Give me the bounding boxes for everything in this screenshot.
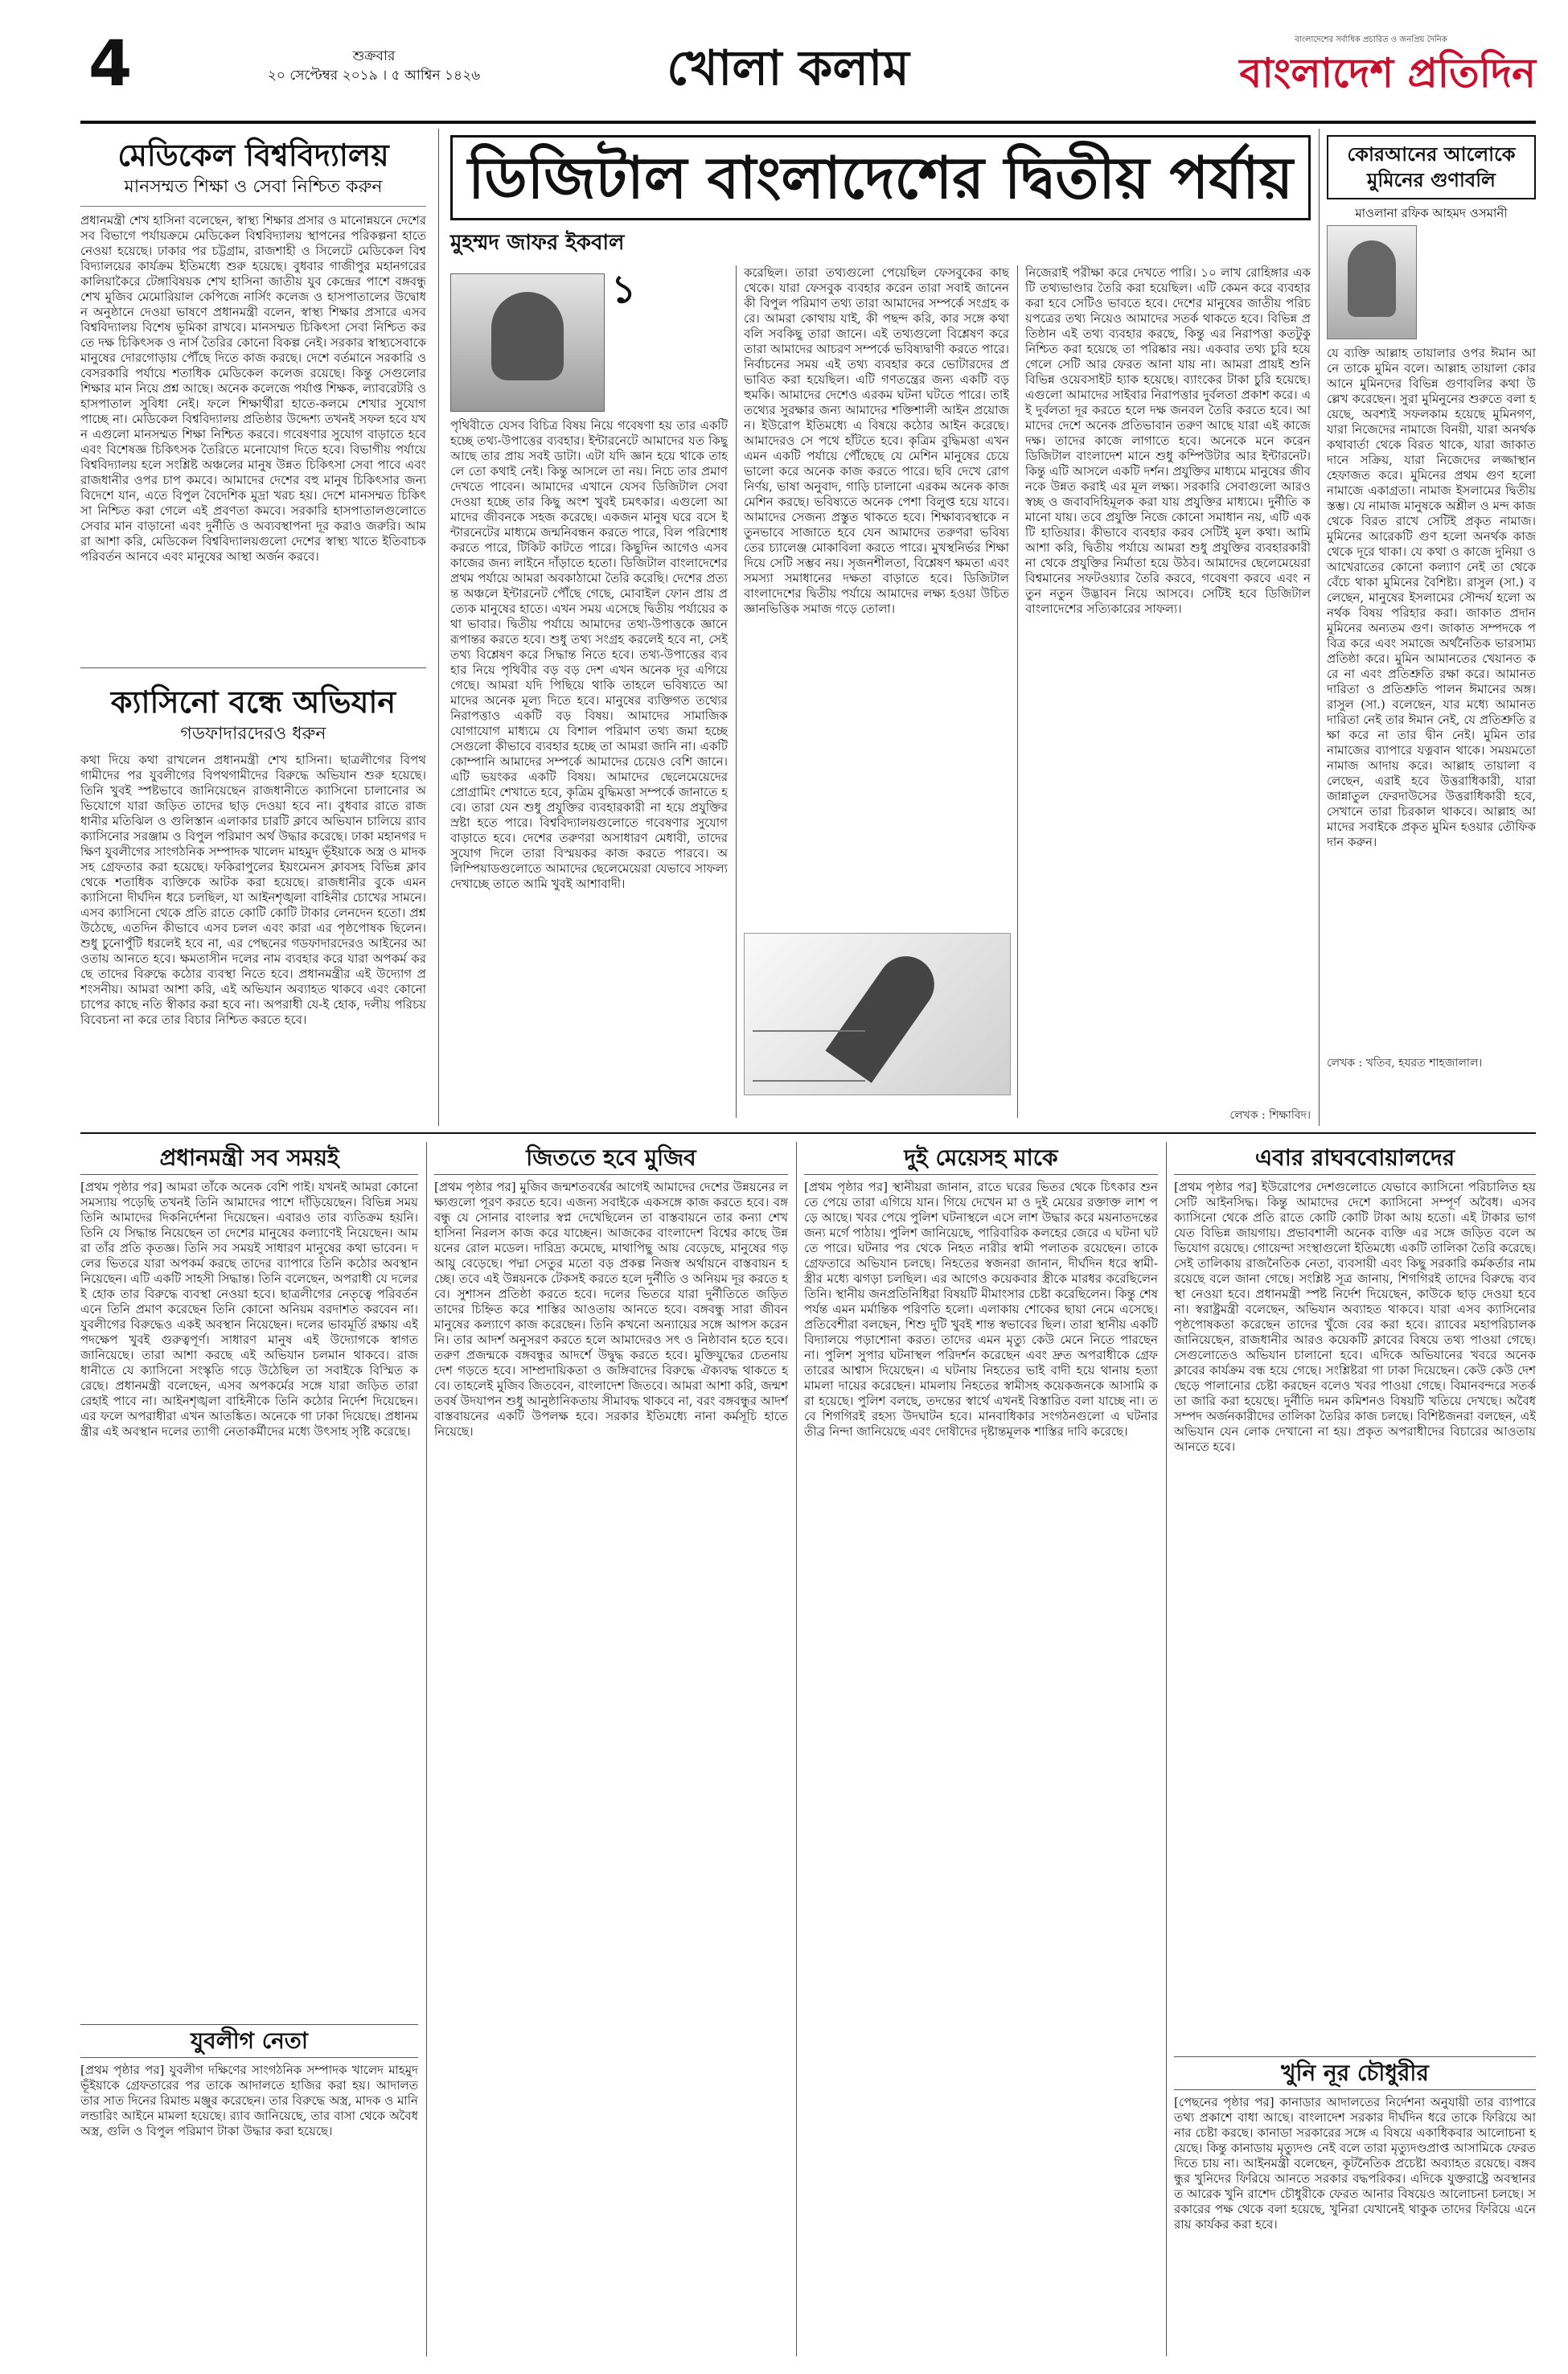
- date-full: ২০ সেপ্টেম্বর ২০১৯ । ৫ আশ্বিন ১৪২৬: [267, 68, 481, 84]
- story-body: [পেছনের পৃষ্ঠার পর] কানাডার আদালতের নির্দেশনা অনুযায়ী তার ব্যাপারে তথ্য প্রকাশে বাধা আছে। বাংলাদেশ সরকার দীর্ঘদিন ধরে তাকে ফিরিয়ে আনার চেষ্টা করছে। কানাডা সরকারের সঙ্গে এ বিষয়ে একাধিকবার আলোচনা হয়েছে। কিন্তু কানাডায় মৃত্যুদণ্ড নেই বলে তারা মৃত্যুদণ্ডপ্রাপ্ত আসামিকে ফেরত দিতে চায় না। আইনমন্ত্রী বলেছেন, কূটনৈতিক প্রচেষ্টা অব্যাহত রয়েছে। বঙ্গবন্ধুর খুনিদের ফিরিয়ে আনতে সরকার বদ্ধপরিকর। এদিকে যুক্তরাষ্ট্রে অবস্থানরত আরেক খুনি রাশেদ চৌধুরীকে ফেরত আনার বিষয়েও আলোচনা চলছে। সরকারের পক্ষ থেকে বলা হয়েছে, খুনিরা যেখানেই থাকুক তাদের ফিরিয়ে এনে রায় কার্যকর করা হবে।: [1174, 2095, 1536, 2232]
- story-title: যুবলীগ নেতা: [80, 2024, 418, 2058]
- story-body: [প্রথম পৃষ্ঠার পর] ইউরোপের দেশগুলোতে যেভাবে ক্যাসিনো পরিচালিত হয় সেটি আইনসিদ্ধ। কিন্তু আমাদের দেশে ক্যাসিনো সম্পূর্ণ অবৈধ। এসব ক্যাসিনো থেকে প্রতি রাতে কোটি কোটি টাকা আয় হতো। এই টাকার ভাগ যেত বিভিন্ন জায়গায়। প্রভাবশালী অনেক ব্যক্তি এর সঙ্গে জড়িত বলে অভিযোগ রয়েছে। গোয়েন্দা সংস্থাগুলো ইতিমধ্যে একটি তালিকা তৈরি করেছে। সেই তালিকায় রাজনৈতিক নেতা, ব্যবসায়ী এবং কিছু সরকারি কর্মকর্তার নাম রয়েছে বলে জানা গেছে। সংশ্লিষ্ট সূত্র জানায়, শিগগিরই তাদের বিরুদ্ধে ব্যবস্থা নেওয়া হবে। প্রধানমন্ত্রী স্পষ্ট নির্দেশ দিয়েছেন, কাউকে ছাড় দেওয়া হবে না। স্বরাষ্ট্রমন্ত্রী বলেছেন, অভিযান অব্যাহত থাকবে। যারা এসব ক্যাসিনোর পৃষ্ঠপোষকতা করেছেন তাদের খুঁজে বের করা হবে। র‍্যাবের মহাপরিচালক জানিয়েছেন, রাজধানীর আরও কয়েকটি ক্লাবের বিষয়ে তথ্য পাওয়া গেছে। সেগুলোতেও অভিযান চালানো হবে। এদিকে অভিযানের খবরে অনেক ক্লাবের কার্যক্রম বন্ধ হয়ে গেছে। সংশ্লিষ্টরা গা ঢাকা দিয়েছেন। কেউ কেউ দেশ ছেড়ে পালানোর চেষ্টা করছেন বলেও খবর পাওয়া গেছে। বিমানবন্দরে সতর্কতা জারি করা হয়েছে। দুর্নীতি দমন কমিশনও বিষয়টি খতিয়ে দেখছে। অবৈধ সম্পদ অর্জনকারীদের তালিকা তৈরির কাজ চলছে। বিশিষ্টজনরা বলছেন, এই অভিযান যেন লোক দেখানো না হয়। প্রকৃত অপরাধীদের বিচারের আওতায় আনতে হবে।: [1174, 1180, 1536, 1454]
- article-col-1: পৃথিবীতে যেসব বিচিত্র বিষয় নিয়ে গবেষণা হয় তার একটি হচ্ছে তথ্য-উপাত্তের ব্যবহার। ইন্টারনেটে আমাদের যত কিছু আছে তার প্রায় সবই ডাটা। এটা যদি জ্ঞান হয়ে থাকে তাহলে তো কথাই নেই। কিন্তু আসলে তা নয়। নিচে তার প্রমাণ দেখতে পাবেন। আমাদের এখানে যেসব ডিজিটাল সেবা দেওয়া হচ্ছে তার কিছু অংশ খুবই চমৎকার। এগুলো আমাদের জীবনকে সহজ করেছে। একজন মানুষ ঘরে বসে ইন্টারনেটের মাধ্যমে জন্মনিবন্ধন করতে পারে, বিল পরিশোধ করতে পারে, টিকিট কাটতে পারে। কিছুদিন আগেও এসব কাজের জন্য লাইনে দাঁড়াতে হতো। ডিজিটাল বাংলাদেশের প্রথম পর্যায়ে আমরা অবকাঠামো তৈরি করেছি। দেশের প্রত্যন্ত অঞ্চলে ইন্টারনেট পৌঁছে গেছে, মোবাইল ফোন প্রায় প্রত্যেক মানুষের হাতে। এখন সময় এসেছে দ্বিতীয় পর্যায়ের কথা ভাবার। দ্বিতীয় পর্যায়ে আমাদের তথ্য-উপাত্তকে জ্ঞানে রূপান্তর করতে হবে। শুধু তথ্য সংগ্রহ করলেই হবে না, সেই তথ্য বিশ্লেষণ করে সিদ্ধান্ত নিতে হবে। তথ্য-উপাত্তের ব্যবহার নিয়ে পৃথিবীর বড় বড় দেশ এখন অনেক দূর এগিয়ে গেছে। আমরা যদি পিছিয়ে থাকি তাহলে ভবিষ্যতে আমাদের অনেক মূল্য দিতে হবে। মানুষের ব্যক্তিগত তথ্যের নিরাপত্তাও একটি বড় বিষয়। আমাদের সামাজিক যোগাযোগ মাধ্যমে যে বিশাল পরিমাণ তথ্য জমা হচ্ছে সেগুলো কীভাবে ব্যবহার হচ্ছে তা আমরা জানি না। একটি কোম্পানি আমাদের সম্পর্কে আমাদের চেয়েও বেশি জানে। এটি ভয়ংকর একটি বিষয়। আমাদের ছেলেমেয়েদের প্রোগ্রামিং শেখাতে হবে, কৃত্রিম বুদ্ধিমত্তা সম্পর্কে জানাতে হবে। তারা যেন শুধু প্রযুক্তির ব্যবহারকারী না হয়ে প্রযুক্তির স্রষ্টা হতে পারে। বিশ্ববিদ্যালয়গুলোতে গবেষণার সুযোগ বাড়াতে হবে। দেশের তরুণরা অসাধারণ মেধাবী, তাদের সুযোগ দিলে তারা বিস্ময়কর কাজ করতে পারবে। অলিম্পিয়াডগুলোতে আমাদের ছেলেমেয়েরা যেভাবে সাফল্য দেখাচ্ছে তাতে আমি খুবই আশাবাদী।: [450, 418, 728, 891]
- editorial-body: প্রধানমন্ত্রী শেখ হাসিনা বলেছেন, স্বাস্থ্য শিক্ষার প্রসার ও মানোন্নয়নে দেশের সব বিভাগে পর্যায়ক্রমে মেডিকেল বিশ্ববিদ্যালয় স্থাপনের পরিকল্পনা হাতে নেওয়া হয়েছে। ঢাকার পর চট্টগ্রাম, রাজশাহী ও সিলেটে মেডিকেল বিশ্ববিদ্যালয়ের কার্যক্রম ইতিমধ্যে শুরু হয়েছে। বুধবার গাজীপুর মহানগরের কালিয়াকৈরে টেঙ্গাবিষয়ক শেখ হাসিনা জাতীয় যুব কেন্দ্রের পাশে বঙ্গবন্ধু শেখ মুজিব মেমোরিয়াল কেপিজে নার্সিং কলেজ ও হাসপাতালের উদ্বোধন অনুষ্ঠানে দেওয়া ভাষণে প্রধানমন্ত্রী বলেন, স্বাস্থ্য শিক্ষার প্রসারে এসব বিশ্ববিদ্যালয় বিশেষ ভূমিকা রাখবে। মানসম্মত চিকিৎসা সেবা নিশ্চিত করতে দক্ষ চিকিৎসক ও নার্স তৈরির কোনো বিকল্প নেই। সরকার স্বাস্থ্যসেবাকে মানুষের দোরগোড়ায় পৌঁছে দিতে কাজ করছে। দেশে বর্তমানে সরকারি ও বেসরকারি পর্যায়ে শতাধিক মেডিকেল কলেজ রয়েছে। কিন্তু সেগুলোর শিক্ষার মান নিয়ে প্রশ্ন আছে। অনেক কলেজে পর্যাপ্ত শিক্ষক, ল্যাবরেটরি ও হাসপাতাল সুবিধা নেই। ফলে শিক্ষার্থীরা হাতে-কলমে শেখার সুযোগ পাচ্ছে না। মেডিকেল বিশ্ববিদ্যালয় প্রতিষ্ঠার উদ্দেশ্য তখনই সফল হবে যখন এগুলো মানসম্মত শিক্ষা নিশ্চিত করবে। গবেষণার সুযোগ বাড়াতে হবে এবং বিশেষজ্ঞ চিকিৎসক তৈরিতে মনোযোগ দিতে হবে। বিভাগীয় পর্যায়ে বিশ্ববিদ্যালয় হলে সংশ্লিষ্ট অঞ্চলের মানুষ উন্নত চিকিৎসা সেবা পাবে এবং রাজধানীর ওপর চাপ কমবে। আমাদের দেশের বহু মানুষ চিকিৎসার জন্য বিদেশে যান, এতে বিপুল বৈদেশিক মুদ্রা খরচ হয়। দেশে মানসম্মত চিকিৎসা নিশ্চিত করা গেলে এই প্রবণতা কমবে। সরকারি হাসপাতালগুলোতে সেবার মান বাড়ানো এবং দুর্নীতি ও অব্যবস্থাপনা দূর করাও জরুরি। আমরা আশা করি, মেডিকেল বিশ্ববিদ্যালয়গুলো দেশের স্বাস্থ্য খাতে ইতিবাচক পরিবর্তন আনবে এবং মানুষের আস্থা অর্জন করবে।: [80, 213, 426, 564]
- article-col-2: করেছিল। তারা তথ্যগুলো পেয়েছিল ফেসবুকের কাছ থেকে। যারা ফেসবুক ব্যবহার করেন তারা সবাই জানেন কী বিপুল পরিমাণ তথ্য তারা আমাদের সম্পর্কে সংগ্রহ করে। আমরা কোথায় যাই, কী পছন্দ করি, কার সঙ্গে কথা বলি সবকিছু তারা জানে। এই তথ্যগুলো বিশ্লেষণ করে তারা আমাদের আচরণ সম্পর্কে ভবিষ্যদ্বাণী করতে পারে। নির্বাচনের সময় এই তথ্য ব্যবহার করে ভোটারদের প্রভাবিত করা হয়েছিল। এটি গণতন্ত্রের জন্য একটি বড় হুমকি। আমাদের দেশেও এরকম ঘটনা ঘটতে পারে। তাই তথ্যের সুরক্ষার জন্য আমাদের শক্তিশালী আইন প্রয়োজন। ইউরোপ ইতিমধ্যে এ বিষয়ে কঠোর আইন করেছে। আমাদেরও সে পথে হাঁটতে হবে। কৃত্রিম বুদ্ধিমত্তা এখন এমন একটি পর্যায়ে পৌঁছেছে যে মেশিন মানুষের চেয়ে ভালো করে অনেক কাজ করতে পারে। ছবি দেখে রোগ নির্ণয়, ভাষা অনুবাদ, গাড়ি চালানো এরকম অনেক কাজ মেশিন করছে। ভবিষ্যতে অনেক পেশা বিলুপ্ত হয়ে যাবে। আমাদের সেজন্য প্রস্তুত থাকতে হবে। শিক্ষাব্যবস্থাকে নতুনভাবে সাজাতে হবে যেন আমাদের তরুণরা ভবিষ্যতের চ্যালেঞ্জ মোকাবিলা করতে পারে। মুখস্থনির্ভর শিক্ষা দিয়ে সেটি সম্ভব নয়। সৃজনশীলতা, বিশ্লেষণ ক্ষমতা এবং সমস্যা সমাধানের দক্ষতা বাড়াতে হবে। ডিজিটাল বাংলাদেশের দ্বিতীয় পর্যায়ে আমাদের লক্ষ্য হওয়া উচিত জ্ঞানভিত্তিক সমাজ গড়ে তোলা।: [744, 265, 1009, 616]
- column-divider: [438, 129, 439, 1126]
- article-headline: ডিজিটাল বাংলাদেশের দ্বিতীয় পর্যায়: [450, 135, 1311, 220]
- logo: [1182, 34, 1536, 114]
- article-col-3: নিজেরাই পরীক্ষা করে দেখতে পারি। ১০ লাখ রোহিঙ্গার একটি তথ্যভাণ্ডার তৈরি করা হয়েছিল। এটি কেমন করে ব্যবহার করা হবে সেটিও ভাবতে হবে। দেশের মানুষের জাতীয় পরিচয়পত্রের তথ্য নিয়েও আমাদের সতর্ক থাকতে হবে। বিভিন্ন প্রতিষ্ঠান এই তথ্য ব্যবহার করছে, কিন্তু এর নিরাপত্তা কতটুকু নিশ্চিত করা হয়েছে তা পরিষ্কার নয়। একবার তথ্য চুরি হয়ে গেলে সেটি আর ফেরত আনা যায় না। আমরা প্রায়ই শুনি বিভিন্ন ওয়েবসাইট হ্যাক হয়েছে। ব্যাংকের টাকা চুরি হয়েছে। এগুলো আমাদের সাইবার নিরাপত্তার দুর্বলতা প্রকাশ করে। এই দুর্বলতা দূর করতে হলে দক্ষ জনবল তৈরি করতে হবে। আমাদের দেশে অনেক প্রতিভাবান তরুণ আছে যারা এই কাজে দক্ষ। তাদের কাজে লাগাতে হবে। অনেকে মনে করেন ডিজিটাল বাংলাদেশ মানে শুধু কম্পিউটার আর ইন্টারনেট। কিন্তু এটি আসলে একটি দর্শন। প্রযুক্তির মাধ্যমে মানুষের জীবনকে উন্নত করাই এর মূল লক্ষ্য। সরকারি সেবাগুলো আরও স্বচ্ছ ও জবাবদিহিমূলক করা যায় প্রযুক্তির মাধ্যমে। দুর্নীতি কমানো যায়। তবে প্রযুক্তি নিজে কোনো সমাধান নয়, এটি একটি হাতিয়ার। কীভাবে ব্যবহার করব সেটিই মূল কথা। আমি আশা করি, দ্বিতীয় পর্যায়ে আমরা শুধু প্রযুক্তির ব্যবহারকারী না থেকে প্রযুক্তির নির্মাতা হয়ে উঠব। আমাদের ছেলেমেয়েরা বিশ্বমানের সফটওয়্যার তৈরি করবে, গবেষণা করবে এবং নতুন নতুন উদ্ভাবন নিয়ে আসবে। সেটিই হবে ডিজিটাল বাংলাদেশের সত্যিকারের সাফল্য।: [1025, 265, 1311, 616]
- lower-col-a: [80, 1142, 418, 2348]
- article-col-1-top: [635, 273, 728, 410]
- story-body: [প্রথম পৃষ্ঠার পর] স্থানীয়রা জানান, রাতে ঘরের ভিতর থেকে চিৎকার শুনতে পেয়ে তারা এগিয়ে যান। গিয়ে দেখেন মা ও দুই মেয়ের রক্তাক্ত লাশ পড়ে আছে। খবর পেয়ে পুলিশ ঘটনাস্থলে এসে লাশ উদ্ধার করে ময়নাতদন্তের জন্য মর্গে পাঠায়। পুলিশ জানিয়েছে, পারিবারিক কলহের জেরে এ ঘটনা ঘটতে পারে। ঘটনার পর থেকে নিহত নারীর স্বামী পলাতক রয়েছেন। তাকে গ্রেফতারে অভিযান চলছে। নিহতের স্বজনরা জানান, দীর্ঘদিন ধরে স্বামী-স্ত্রীর মধ্যে ঝগড়া চলছিল। এর আগেও কয়েকবার স্ত্রীকে মারধর করেছিলেন তিনি। স্থানীয় জনপ্রতিনিধিরা বিষয়টি মীমাংসার চেষ্টা করেছিলেন। কিন্তু শেষ পর্যন্ত এমন মর্মান্তিক পরিণতি হলো। এলাকায় শোকের ছায়া নেমে এসেছে। প্রতিবেশীরা বলছেন, শিশু দুটি খুবই শান্ত স্বভাবের ছিল। তারা স্থানীয় একটি বিদ্যালয়ে পড়াশোনা করত। তাদের এমন মৃত্যু কেউ মেনে নিতে পারছেন না। পুলিশ সুপার ঘটনাস্থল পরিদর্শন করেছেন এবং দ্রুত অপরাধীকে গ্রেফতারের আশ্বাস দিয়েছেন। এ ঘটনায় নিহতের ভাই বাদী হয়ে থানায় হত্যা মামলা দায়ের করেছেন। মামলায় নিহতের স্বামীসহ কয়েকজনকে আসামি করা হয়েছে। পুলিশ বলছে, তদন্তের স্বার্থে এখনই বিস্তারিত বলা যাচ্ছে না। তবে শিগগিরই রহস্য উদঘাটন হবে। মানবাধিকার সংগঠনগুলো এ ঘটনার তীব্র নিন্দা জানিয়েছে এবং দোষীদের দৃষ্টান্তমূলক শাস্তির দাবি করেছে।: [804, 1180, 1158, 1439]
- author-photo: [450, 273, 605, 412]
- drop-cap: ১: [611, 267, 637, 312]
- circuit-lines: [753, 1030, 865, 1082]
- masthead-rule: [80, 121, 1536, 124]
- story-title: খুনি নূর চৌধুরীর: [1174, 2056, 1536, 2090]
- editorial-title: ক্যাসিনো বন্ধে অভিযান: [110, 684, 396, 720]
- article-author-note: লেখক : শিক্ষাবিদ।: [1229, 1109, 1311, 1122]
- article-illustration: [744, 933, 1011, 1095]
- page-number: 4: [88, 28, 133, 101]
- date-line: [181, 47, 567, 85]
- story-title: দুই মেয়েসহ মাকে: [804, 1142, 1158, 1175]
- story-title: এবার রাঘববোয়ালদের: [1174, 1142, 1536, 1175]
- islamic-author-photo: [1327, 225, 1417, 339]
- logo-text: বাংলাদেশ প্রতিদিন: [1239, 49, 1536, 97]
- article-author: মুহম্মদ জাফর ইকবাল: [450, 231, 625, 255]
- story-title: জিততে হবে মুজিব: [434, 1142, 788, 1175]
- editorial-body: কথা দিয়ে কথা রাখলেন প্রধানমন্ত্রী শেখ হাসিনা। ছাত্রলীগের বিপথগামীদের পর যুবলীগের বিপথগামীদের বিরুদ্ধে অভিযান শুরু হয়েছে। তিনি খুবই স্পষ্টভাবে জানিয়েছেন রাজধানীতে ক্যাসিনো চালানোর অভিযোগে যারা জড়িত তাদের ছাড় দেওয়া হবে না। বুধবার রাতে রাজধানীর মতিঝিল ও গুলিস্তান এলাকার চারটি ক্লাবে অভিযান চালিয়ে র‍্যাব ক্যাসিনোর সরঞ্জাম ও বিপুল পরিমাণ অর্থ উদ্ধার করেছে। ঢাকা মহানগর দক্ষিণ যুবলীগের সাংগঠনিক সম্পাদক খালেদ মাহমুদ ভূঁইয়াকে অস্ত্র ও মাদকসহ গ্রেফতার করা হয়েছে। ফকিরাপুলের ইয়ংমেনস ক্লাবসহ বিভিন্ন ক্লাব থেকে শতাধিক ব্যক্তিকে আটক করা হয়েছে। রাজধানীর বুকে এমন ক্যাসিনো দীর্ঘদিন ধরে চলছিল, যা আইনশৃঙ্খলা বাহিনীর চোখের সামনে। এসব ক্যাসিনো থেকে প্রতি রাতে কোটি কোটি টাকার লেনদেন হতো। প্রশ্ন উঠেছে, এতদিন কীভাবে এসব চলল এবং কারা এর পৃষ্ঠপোষক ছিলেন। শুধু চুনোপুঁটি ধরলেই হবে না, এর পেছনের গডফাদারদেরও আইনের আওতায় আনতে হবে। ক্ষমতাসীন দলের নাম ব্যবহার করে যারা অপকর্ম করছে তাদের বিরুদ্ধে কঠোর ব্যবস্থা নিতে হবে। প্রধানমন্ত্রীর এই উদ্যোগ প্রশংসনীয়। আমরা আশা করি, এই অভিযান অব্যাহত থাকবে এবং কোনো চাপের কাছে নতি স্বীকার করা হবে না। অপরাধী যে-ই হোক, দলীয় পরিচয় বিবেচনা না করে তার বিচার নিশ্চিত করতে হবে।: [80, 753, 426, 1027]
- editorial-casino: [80, 676, 426, 1118]
- column-divider: [736, 265, 737, 1118]
- date-weekday: শুক্রবার: [352, 48, 396, 64]
- column-divider: [426, 1142, 427, 2356]
- editorial-subtitle: মানসম্মত শিক্ষা ও সেবা নিশ্চিত করুন: [80, 175, 426, 207]
- column-divider: [1017, 265, 1018, 1118]
- story-title: প্রধানমন্ত্রী সব সময়ই: [80, 1142, 418, 1175]
- lower-col-d: [1174, 1142, 1536, 2348]
- lower-col-c: [804, 1142, 1158, 2348]
- masthead: [0, 0, 1568, 121]
- section-title: খোলা কলাম: [667, 40, 909, 97]
- story-body: [প্রথম পৃষ্ঠার পর] আমরা তাঁকে অনেক বেশি পাই। যখনই আমরা কোনো সমস্যায় পড়েছি তখনই তিনি আমাদের পাশে দাঁড়িয়েছেন। বিভিন্ন সময় তিনি আমাদের দিকনির্দেশনা দিয়েছেন। এবারও তার ব্যতিক্রম হয়নি। তিনি যে সিদ্ধান্ত নিয়েছেন তা দেশের মানুষের কল্যাণেই নিয়েছেন। আমরা তাঁর প্রতি কৃতজ্ঞ। তিনি সব সময়ই সাধারণ মানুষের কথা ভাবেন। দলের ভিতরে যারা অপকর্ম করছে তাদের ব্যাপারে তিনি কঠোর অবস্থান নিয়েছেন। এটি একটি সাহসী সিদ্ধান্ত। তিনি বলেছেন, অপরাধী যে দলেরই হোক তার বিরুদ্ধে ব্যবস্থা নেওয়া হবে। ছাত্রলীগের নেতৃত্বে পরিবর্তন এনে তিনি প্রমাণ করেছেন তিনি কোনো অনিয়ম বরদাশত করবেন না। যুবলীগের বিরুদ্ধেও একই অবস্থান নিয়েছেন। দলের ভাবমূর্তি রক্ষায় এই পদক্ষেপ খুবই গুরুত্বপূর্ণ। সাধারণ মানুষ এই উদ্যোগকে স্বাগত জানিয়েছে। তারা আশা করছে এই অভিযান চলমান থাকবে। রাজধানীতে যে ক্যাসিনো সংস্কৃতি গড়ে উঠেছিল তা সবাইকে বিস্মিত করেছে। প্রধানমন্ত্রী বলেছেন, এসব অপকর্মের সঙ্গে যারা জড়িত তারা রেহাই পাবে না। আইনশৃঙ্খলা বাহিনীকে তিনি কঠোর নির্দেশ দিয়েছেন। এর ফলে অপরাধীরা এখন আতঙ্কিত। অনেকে গা ঢাকা দিয়েছে। প্রধানমন্ত্রীর এই অবস্থান দলের ত্যাগী নেতাকর্মীদের মধ্যে উৎসাহ সৃষ্টি করেছে।: [80, 1180, 418, 1439]
- editorial-title: মেডিকেল বিশ্ববিদ্যালয়: [117, 137, 389, 173]
- islamic-header: কোরআনের আলোকে মুমিনের গুণাবলি: [1327, 135, 1536, 199]
- lower-col-b: [434, 1142, 788, 2348]
- logo-tagline: বাংলাদেশের সর্বাধিক প্রচারিত ও জনপ্রিয় দৈনিক: [1295, 35, 1447, 44]
- story-body: [প্রথম পৃষ্ঠার পর] যুবলীগ দক্ষিণের সাংগঠনিক সম্পাদক খালেদ মাহমুদ ভূঁইয়াকে গ্রেফতারের পর তাকে আদালতে হাজির করা হয়। আদালত তার সাত দিনের রিমান্ড মঞ্জুর করেছেন। তার বিরুদ্ধে অস্ত্র, মাদক ও মানি লন্ডারিং আইনে মামলা হয়েছে। র‍্যাব জানিয়েছে, তার বাসা থেকে অবৈধ অস্ত্র, গুলি ও বিপুল পরিমাণ টাকা উদ্ধার করা হয়েছে।: [80, 2063, 418, 2138]
- islamic-author-note: লেখক : খতিব, হযরত শাহজালাল।: [1327, 1057, 1483, 1070]
- islamic-column: [1327, 129, 1536, 1126]
- editorial-medical: [80, 129, 426, 659]
- editorial-subtitle: গডফাদারদেরও ধরুন: [180, 724, 326, 744]
- section-rule: [80, 1132, 1536, 1134]
- author-silhouette: [491, 292, 564, 380]
- author-silhouette: [1348, 240, 1396, 317]
- islamic-author: মাওলানা রফিক আহমদ ওসমানী: [1355, 206, 1508, 220]
- column-divider: [796, 1142, 797, 2356]
- divider: [80, 667, 426, 668]
- column-divider: [1319, 129, 1320, 1126]
- islamic-body: যে ব্যক্তি আল্লাহ তায়ালার ওপর ঈমান আনে তাকে মুমিন বলে। আল্লাহ তায়ালা কোরআনে মুমিনদের বিভিন্ন গুণাবলির কথা উল্লেখ করেছেন। সুরা মুমিনুনের শুরুতে বলা হয়েছে, অবশ্যই সফলকাম হয়েছে মুমিনগণ, যারা নিজেদের নামাজে বিনয়ী, যারা অনর্থক কথাবার্তা থেকে বিরত থাকে, যারা জাকাত দানে সক্রিয়, যারা নিজেদের লজ্জাস্থান হেফাজত করে। মুমিনের প্রথম গুণ হলো নামাজে একাগ্রতা। নামাজ ইসলামের দ্বিতীয় স্তম্ভ। যে নামাজ মানুষকে অশ্লীল ও মন্দ কাজ থেকে বিরত রাখে সেটিই প্রকৃত নামাজ। মুমিনের আরেকটি গুণ হলো অনর্থক কাজ থেকে দূরে থাকা। যে কথা ও কাজে দুনিয়া ও আখেরাতের কোনো কল্যাণ নেই তা থেকে বেঁচে থাকা মুমিনের বৈশিষ্ট্য। রাসুল (সা.) বলেছেন, মানুষের ইসলামের সৌন্দর্য হলো অনর্থক বিষয় পরিহার করা। জাকাত প্রদান মুমিনের অন্যতম গুণ। জাকাত সম্পদকে পবিত্র করে এবং সমাজে অর্থনৈতিক ভারসাম্য প্রতিষ্ঠা করে। মুমিন আমানতের খেয়ানত করে না এবং প্রতিশ্রুতি রক্ষা করে। আমানতদারিতা ও প্রতিশ্রুতি পালন ঈমানের অঙ্গ। রাসুল (সা.) বলেছেন, যার মধ্যে আমানতদারিতা নেই তার ঈমান নেই, যে প্রতিশ্রুতি রক্ষা করে না তার দ্বীন নেই। মুমিন তার নামাজের ব্যাপারে যত্নবান থাকে। সময়মতো নামাজ আদায় করে। আল্লাহ তায়ালা বলেছেন, এরাই হবে উত্তরাধিকারী, যারা জান্নাতুল ফেরদাউসের উত্তরাধিকারী হবে, সেখানে তারা চিরকাল থাকবে। আল্লাহ আমাদের সবাইকে প্রকৃত মুমিন হওয়ার তৌফিক দান করুন।: [1327, 346, 1536, 849]
- column-divider: [1166, 1142, 1167, 2356]
- story-body: [প্রথম পৃষ্ঠার পর] মুজিব জন্মশতবর্ষের আগেই আমাদের দেশের উন্নয়নের লক্ষ্যগুলো পূরণ করতে হবে। এজন্য সবাইকে একসঙ্গে কাজ করতে হবে। বঙ্গবন্ধু যে সোনার বাংলার স্বপ্ন দেখেছিলেন তা বাস্তবায়নে তার কন্যা শেখ হাসিনা নিরলস কাজ করে যাচ্ছেন। আজকের বাংলাদেশ বিশ্বের কাছে উন্নয়নের রোল মডেল। দারিদ্র্য কমেছে, মাথাপিছু আয় বেড়েছে, মানুষের গড় আয়ু বেড়েছে। পদ্মা সেতুর মতো বড় প্রকল্প নিজস্ব অর্থায়নে বাস্তবায়ন হচ্ছে। তবে এই উন্নয়নকে টেকসই করতে হলে দুর্নীতি ও অনিয়ম দূর করতে হবে। সুশাসন প্রতিষ্ঠা করতে হবে। দলের ভিতরে যারা দুর্নীতিতে জড়িত তাদের চিহ্নিত করে শাস্তির আওতায় আনতে হবে। বঙ্গবন্ধু সারা জীবন মানুষের কল্যাণে কাজ করেছেন। তিনি কখনো অন্যায়ের সঙ্গে আপস করেননি। তার আদর্শ অনুসরণ করতে হলে আমাদেরও সৎ ও নিষ্ঠাবান হতে হবে। তরুণ প্রজন্মকে বঙ্গবন্ধুর আদর্শে উদ্বুদ্ধ করতে হবে। মুক্তিযুদ্ধের চেতনায় দেশ গড়তে হবে। সাম্প্রদায়িকতা ও জঙ্গিবাদের বিরুদ্ধে ঐক্যবদ্ধ থাকতে হবে। তাহলেই মুজিব জিতবেন, বাংলাদেশ জিতবে। আমরা আশা করি, জন্মশতবর্ষ উদযাপন শুধু আনুষ্ঠানিকতায় সীমাবদ্ধ থাকবে না, বরং বঙ্গবন্ধুর আদর্শ বাস্তবায়নের একটি উপলক্ষ হবে। সরকার ইতিমধ্যে নানা কর্মসূচি হাতে নিয়েছে।: [434, 1180, 788, 1439]
- main-article: [450, 129, 1311, 1126]
